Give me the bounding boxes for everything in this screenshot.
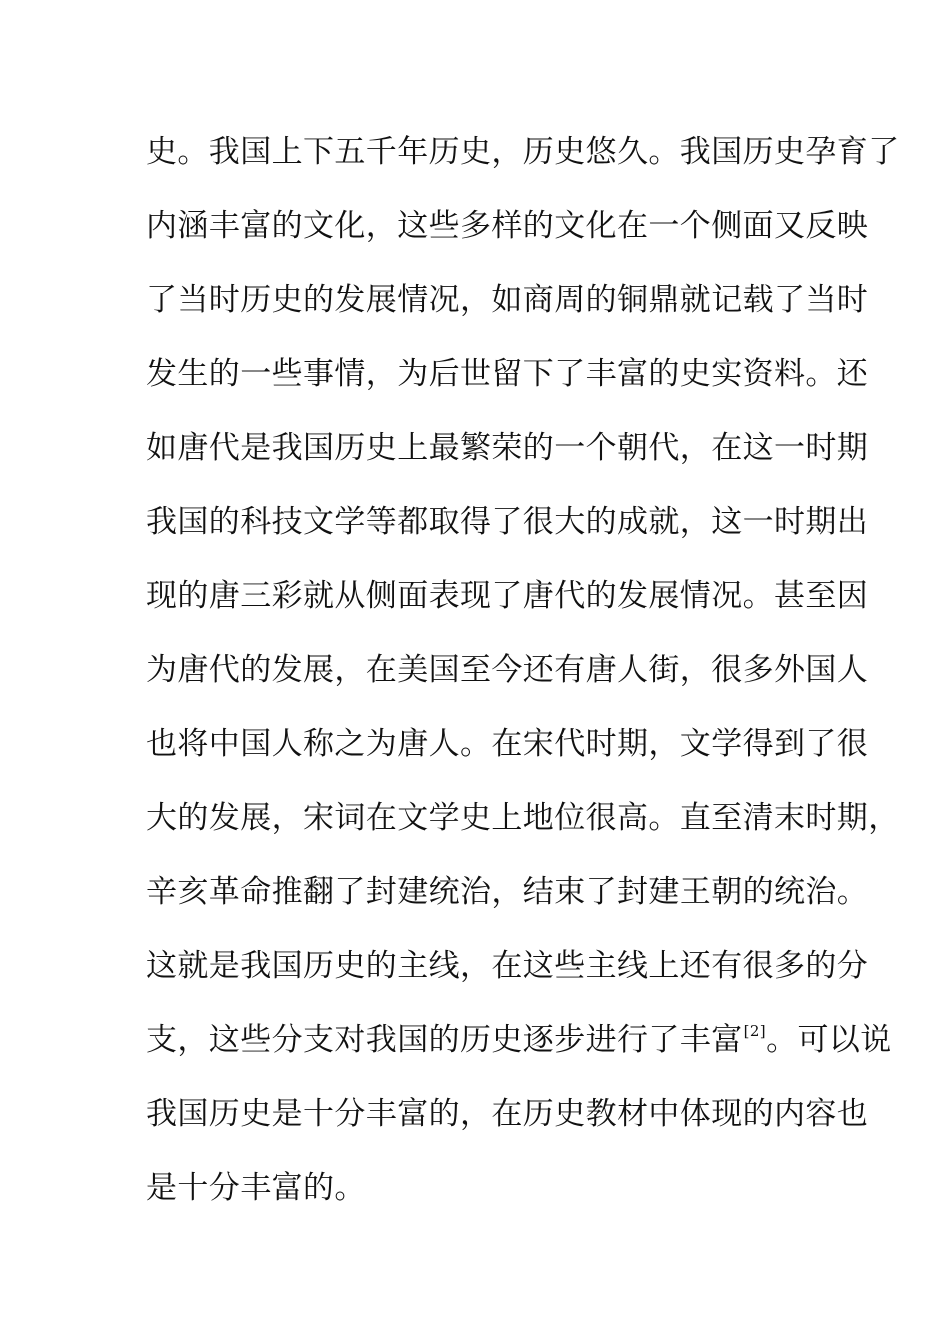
text-line: 现的唐三彩就从侧面表现了唐代的发展情况。甚至因 [146,578,869,614]
text-line: 大的发展，宋词在文学史上地位很高。直至清末时期， [146,800,900,836]
text-line: 发生的一些事情，为后世留下了丰富的史实资料。还 [146,356,869,392]
text-segment: 支，这些分支对我国的历史逐步进行了丰富 [146,1022,743,1058]
text-line: 辛亥革命推翻了封建统治，结束了封建王朝的统治。 [146,874,869,910]
text-line: 是十分丰富的。 [146,1170,366,1206]
text-line: 了当时历史的发展情况，如商周的铜鼎就记载了当时 [146,282,869,318]
body-text [146,124,900,1234]
text-line: 内涵丰富的文化，这些多样的文化在一个侧面又反映 [146,208,869,244]
text-line-with-citation [146,1012,892,1086]
text-line: 我国历史是十分丰富的，在历史教材中体现的内容也 [146,1096,869,1132]
text-line: 这就是我国历史的主线，在这些主线上还有很多的分 [146,948,869,984]
citation-marker: [2] [743,1022,767,1040]
text-line: 为唐代的发展，在美国至今还有唐人街，很多外国人 [146,652,869,688]
text-line: 我国的科技文学等都取得了很大的成就，这一时期出 [146,504,869,540]
text-segment: 。可以说 [766,1022,892,1058]
text-line: 史。我国上下五千年历史，历史悠久。我国历史孕育了 [146,134,900,170]
text-line: 也将中国人称之为唐人。在宋代时期，文学得到了很 [146,726,869,762]
text-line: 如唐代是我国历史上最繁荣的一个朝代，在这一时期 [146,430,869,466]
